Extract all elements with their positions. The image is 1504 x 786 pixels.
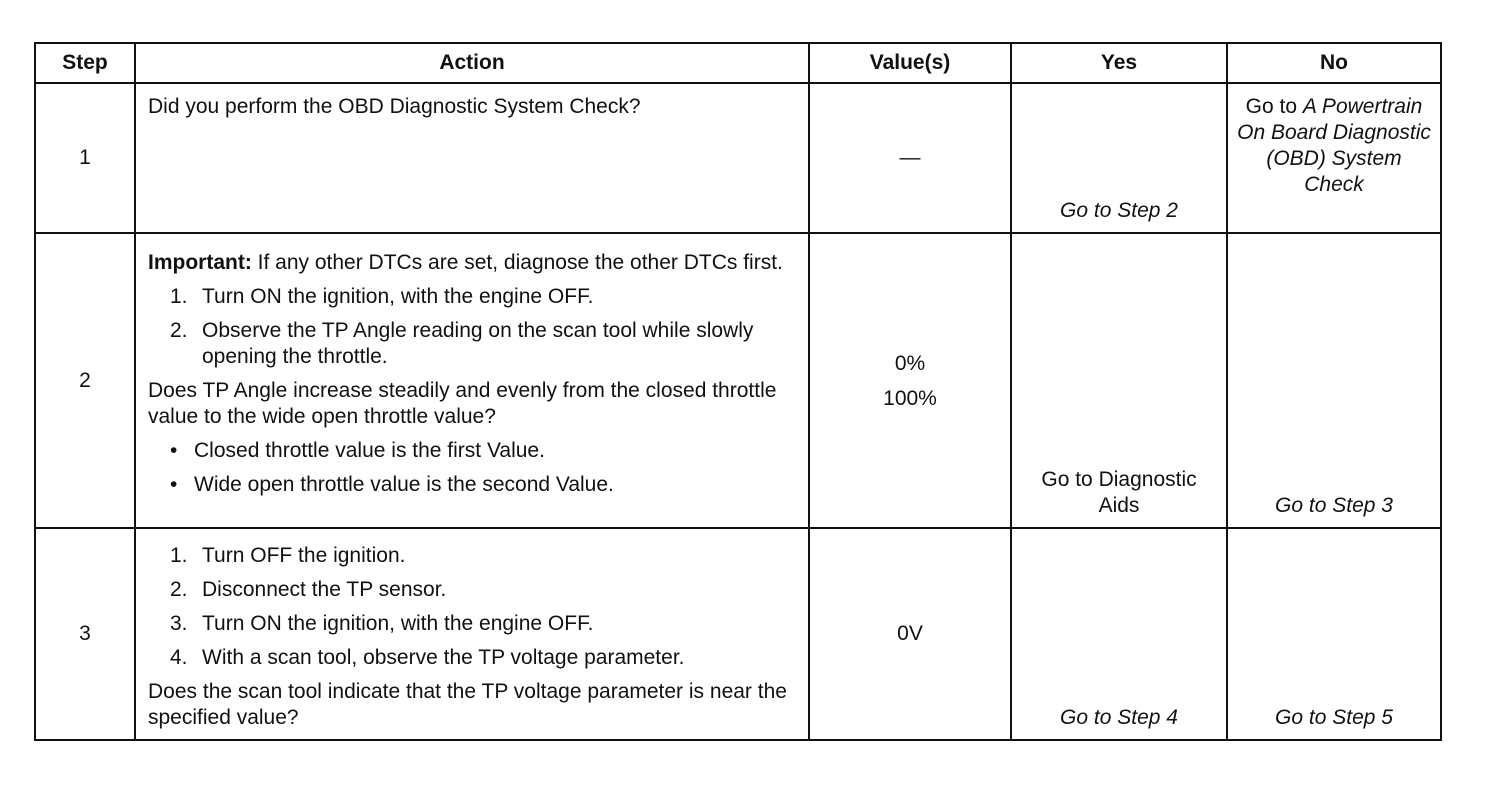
value-cell [809, 233, 1011, 528]
important-text: If any other DTCs are set, diagnose the other DTCs first. [251, 251, 783, 274]
yes-link[interactable]: Go to Step 2 [1011, 83, 1227, 233]
list-item: 1. Turn ON the ignition, with the engine OFF. [170, 285, 594, 308]
action-cell [135, 83, 809, 233]
bullet-list [148, 438, 796, 498]
action-question: Does TP Angle increase steadily and evenly from the closed throttle value to the wide open throttle value? [148, 379, 777, 428]
header-no: No [1227, 43, 1441, 83]
important-label: Important: [148, 251, 252, 274]
step-number: 1 [35, 83, 135, 233]
list-item: 3. Turn ON the ignition, with the engine OFF. [170, 612, 594, 635]
no-link[interactable]: Go to Step 3 [1227, 233, 1441, 528]
action-cell [135, 233, 809, 528]
value-cell: 0V [809, 528, 1011, 740]
important-note [148, 250, 796, 276]
list-item: 1. Turn OFF the ignition. [170, 544, 406, 567]
table-row-step-2 [35, 233, 1441, 528]
list-item: 2. Disconnect the TP sensor. [170, 578, 447, 601]
value-open: 100% [883, 386, 937, 410]
bullet-icon: • [170, 473, 178, 496]
header-action: Action [135, 43, 809, 83]
value-closed: 0% [894, 351, 926, 375]
list-item: 4. With a scan tool, observe the TP voltage parameter. [170, 646, 685, 669]
header-step: Step [35, 43, 135, 83]
procedure-list [148, 543, 796, 671]
no-link[interactable]: Go to Step 5 [1227, 528, 1441, 740]
yes-link[interactable]: Go to Diagnostic Aids [1011, 233, 1227, 528]
header-yes: Yes [1011, 43, 1227, 83]
list-item: • Wide open throttle value is the second Value. [170, 473, 614, 496]
procedure-list [148, 284, 796, 370]
no-link[interactable]: A Powertrain On Board Diagnostic (OBD) System Check [1237, 95, 1431, 196]
header-row [35, 43, 1441, 83]
list-item: 2. Observe the TP Angle reading on the scan tool while slowly opening the throttle. [170, 319, 754, 368]
step-number: 2 [35, 233, 135, 528]
header-values: Value(s) [809, 43, 1011, 83]
action-cell [135, 528, 809, 740]
action-question: Does the scan tool indicate that the TP voltage parameter is near the specified value? [148, 680, 787, 729]
bullet-icon: • [170, 439, 178, 462]
no-cell [1227, 83, 1441, 233]
no-prefix: Go to [1245, 95, 1303, 118]
table-row-step-1 [35, 83, 1441, 233]
table-row-step-3 [35, 528, 1441, 740]
yes-link[interactable]: Go to Step 4 [1011, 528, 1227, 740]
list-item: • Closed throttle value is the first Value. [170, 439, 545, 462]
diagnostic-table [34, 42, 1442, 741]
step-number: 3 [35, 528, 135, 740]
value-cell: — [809, 83, 1011, 233]
action-question: Did you perform the OBD Diagnostic System Check? [148, 95, 641, 118]
